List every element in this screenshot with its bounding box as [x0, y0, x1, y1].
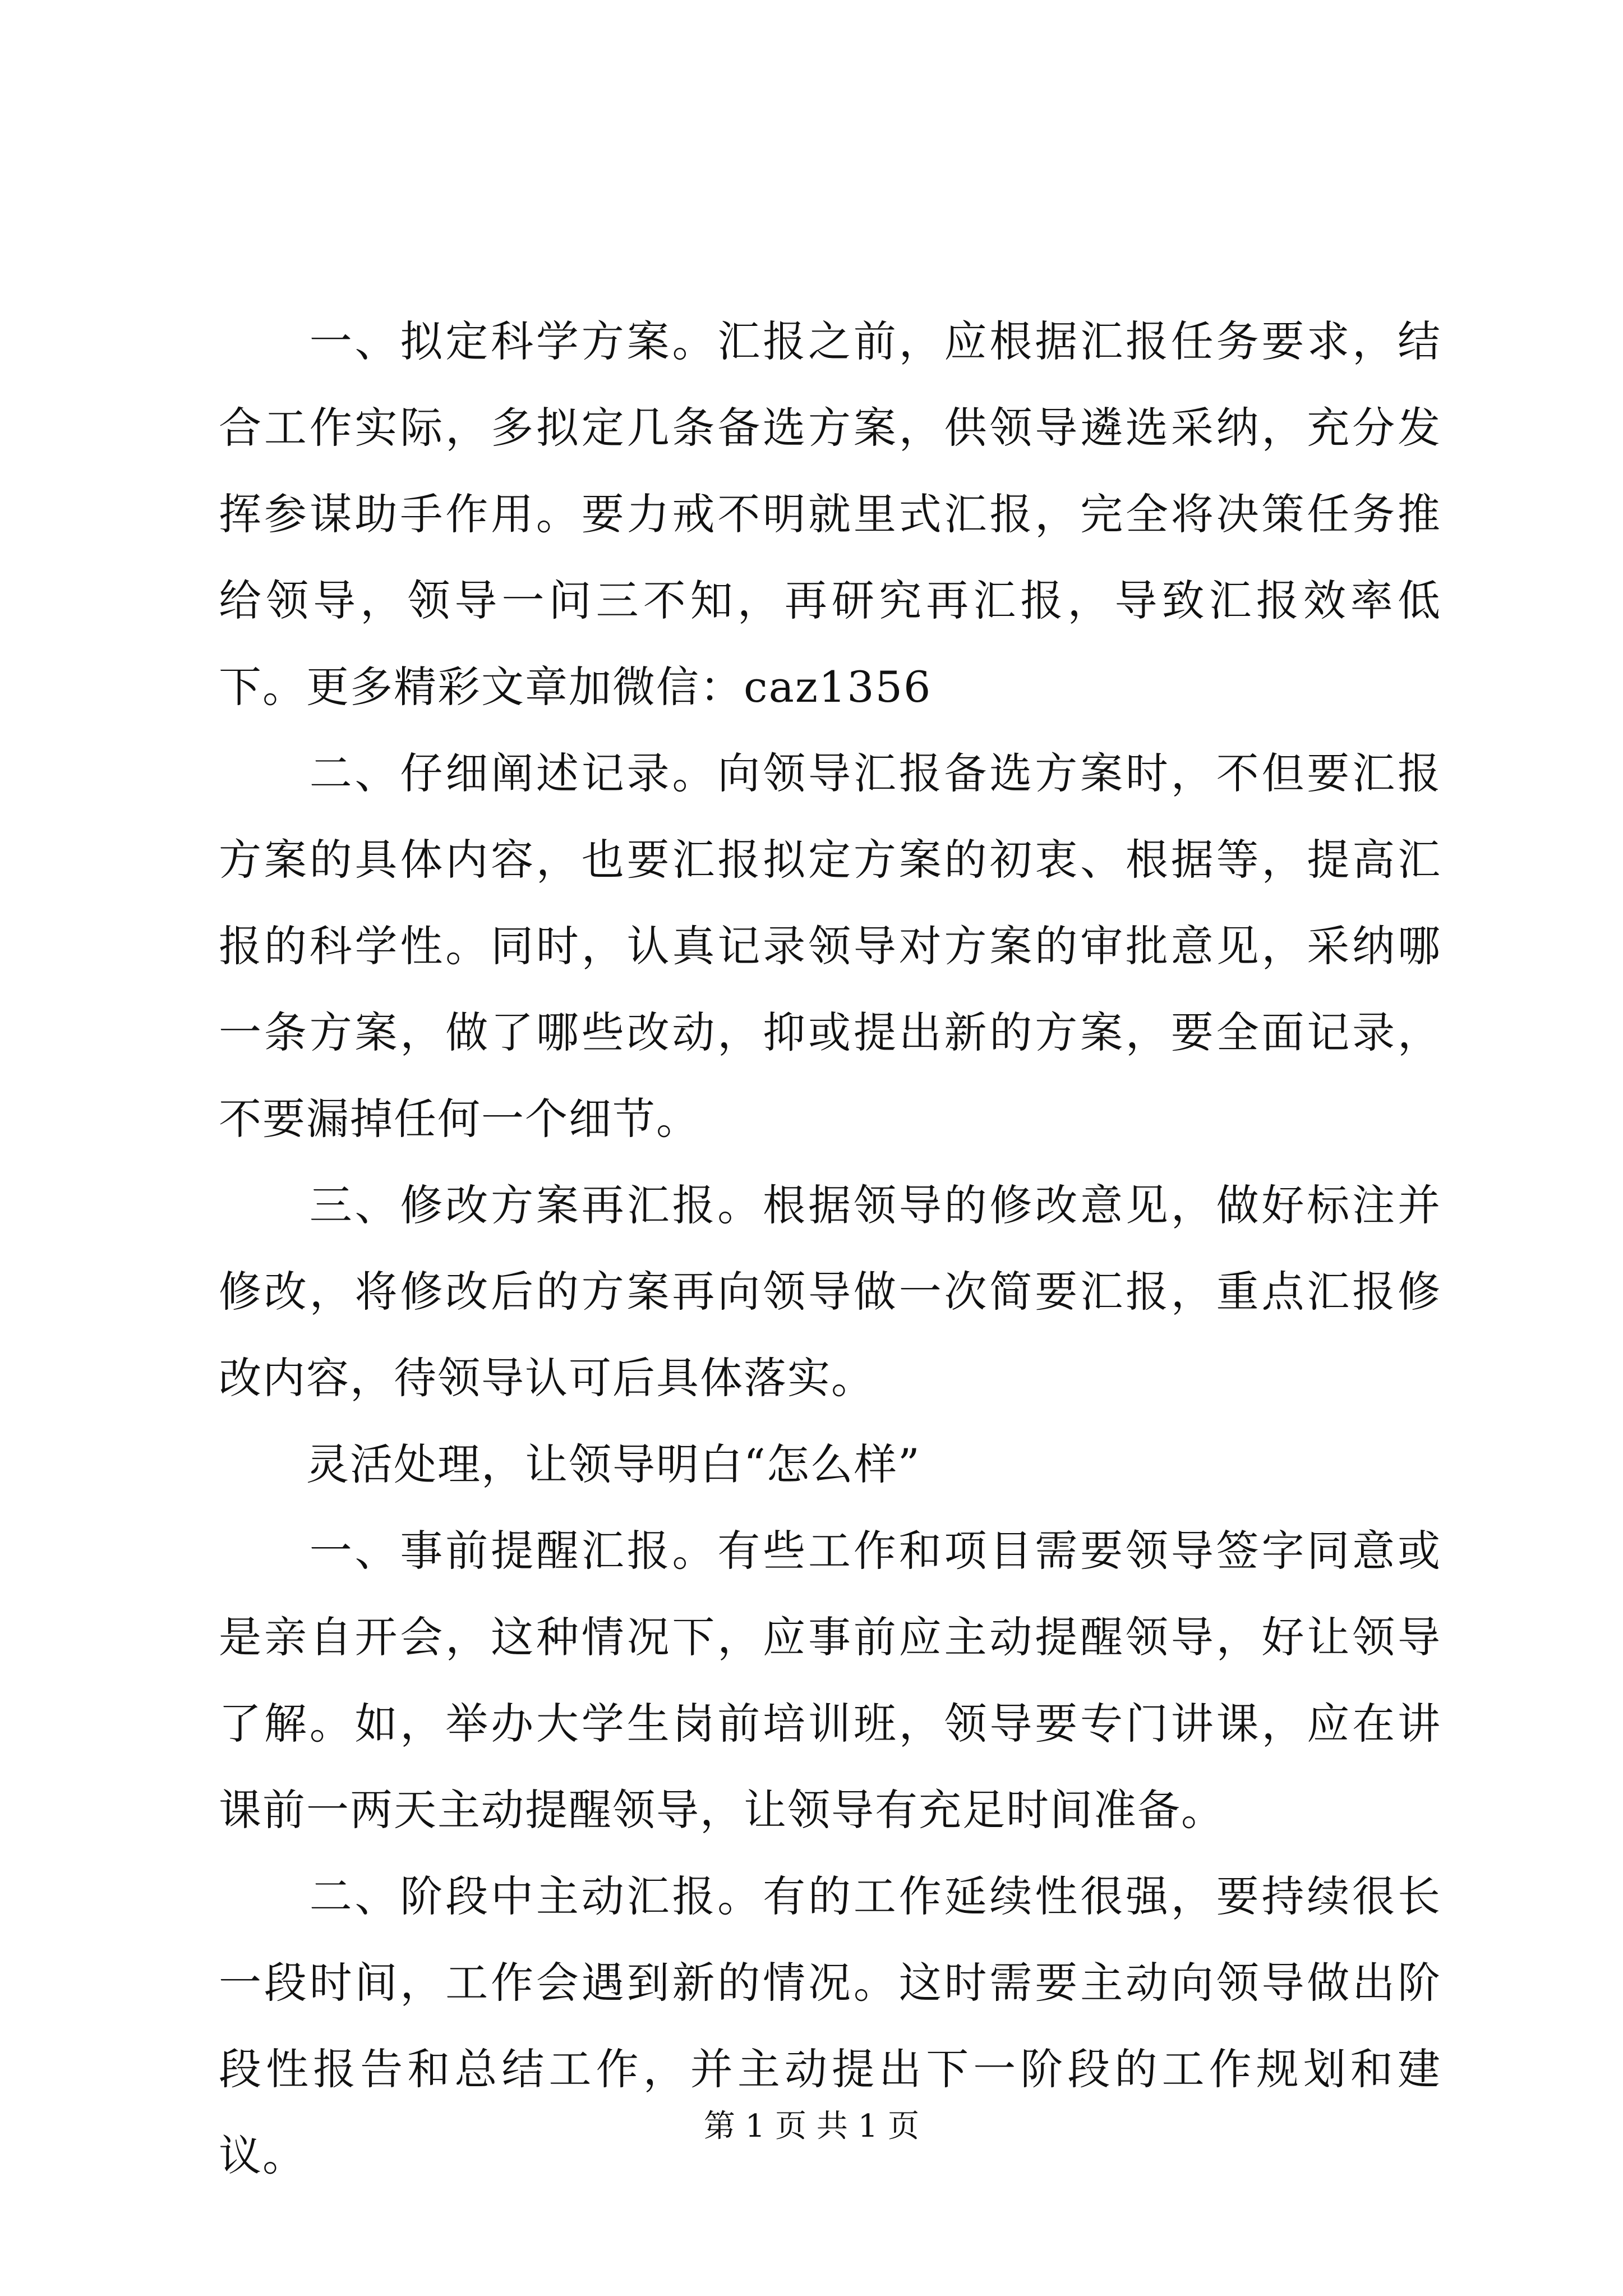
page-number-footer: 第 1 页 共 1 页: [703, 2108, 920, 2145]
paragraph-4: 一、事前提醒汇报。有些工作和项目需要领导签字同意或是亲自开会，这种情况下，应事前应主动提醒领导，好让领导了解。如，举办大学生岗前培训班，领导要专门讲课，应在讲课前一两天主动提醒领导，让领导有充足时间准备。: [219, 1526, 1441, 1835]
document-body: [219, 298, 1441, 2199]
paragraph-5: 二、阶段中主动汇报。有的工作延续性很强，要持续很长一段时间，工作会遇到新的情况。这时需要主动向领导做出阶段性报告和总结工作，并主动提出下一阶段的工作规划和建议。: [219, 1871, 1441, 2180]
paragraph-3: 三、修改方案再汇报。根据领导的修改意见，做好标注并修改，将修改后的方案再向领导做一次简要汇报，重点汇报修改内容，待领导认可后具体落实。: [219, 1180, 1441, 1403]
section-heading: 灵活处理，让领导明白“怎么样”: [219, 1439, 921, 1489]
paragraph-1: 一、拟定科学方案。汇报之前，应根据汇报任务要求，结合工作实际，多拟定几条备选方案，供领导遴选采纳，充分发挥参谋助手作用。要力戒不明就里式汇报，完全将决策任务推给领导，领导一问三不知，再研究再汇报，导致汇报效率低下。更多精彩文章加微信：caz1356: [219, 316, 1441, 712]
paragraph-2: 二、仔细阐述记录。向领导汇报备选方案时，不但要汇报方案的具体内容，也要汇报拟定方案的初衷、根据等，提高汇报的科学性。同时，认真记录领导对方案的审批意见，采纳哪一条方案，做了哪些改动，抑或提出新的方案，要全面记录，不要漏掉任何一个细节。: [219, 748, 1441, 1144]
